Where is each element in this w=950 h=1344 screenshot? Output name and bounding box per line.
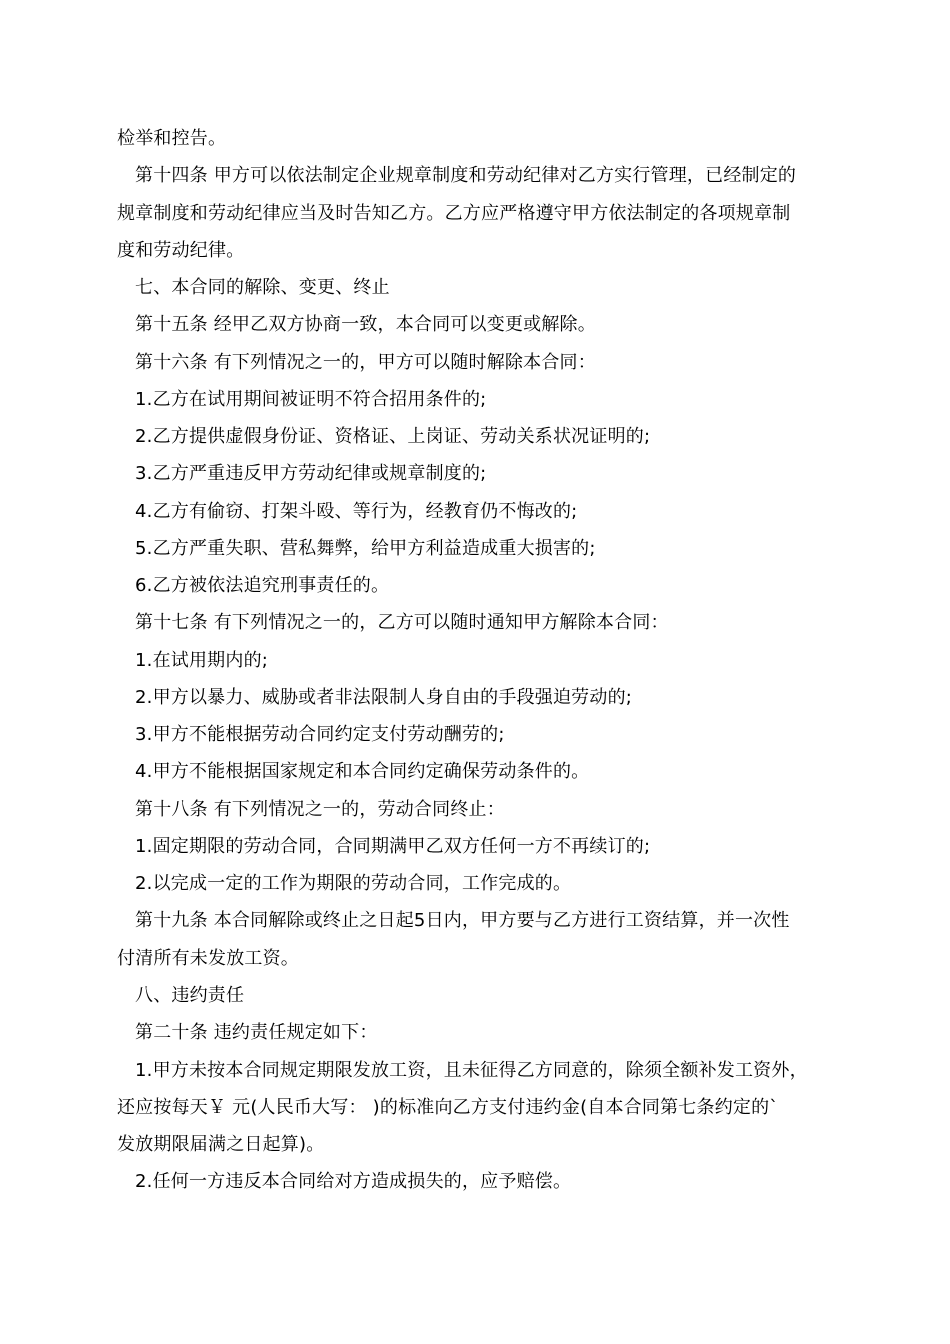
list-item: 2.甲方以暴力、威胁或者非法限制人身自由的手段强迫劳动的;	[135, 687, 633, 708]
text-line: 检举和控告。	[117, 128, 227, 149]
list-item: 2.以完成一定的工作为期限的劳动合同，工作完成的。	[135, 873, 572, 894]
list-item: 4.甲方不能根据国家规定和本合同约定确保劳动条件的。	[135, 761, 590, 782]
section-heading-7: 七、本合同的解除、变更、终止	[135, 277, 390, 298]
list-item: 2.乙方提供虚假身份证、资格证、上岗证、劳动关系状况证明的;	[135, 426, 651, 447]
article-15-line: 第十五条 经甲乙双方协商一致，本合同可以变更或解除。	[135, 314, 596, 335]
list-item: 5.乙方严重失职、营私舞弊，给甲方利益造成重大损害的;	[135, 538, 596, 559]
list-item: 1.甲方未按本合同规定期限发放工资，且未征得乙方同意的，除须全额补发工资外，	[135, 1060, 808, 1081]
article-18-line: 第十八条 有下列情况之一的，劳动合同终止：	[135, 799, 505, 820]
section-heading-8: 八、违约责任	[135, 985, 245, 1006]
article-20-line: 第二十条 违约责任规定如下：	[135, 1022, 378, 1043]
text-line: 规章制度和劳动纪律应当及时告知乙方。乙方应严格遵守甲方依法制定的各项规章制	[117, 203, 791, 224]
list-item: 3.乙方严重违反甲方劳动纪律或规章制度的;	[135, 463, 487, 484]
article-16-line: 第十六条 有下列情况之一的，甲方可以随时解除本合同：	[135, 352, 596, 373]
list-item: 2.任何一方违反本合同给对方造成损失的，应予赔偿。	[135, 1171, 572, 1192]
list-item: 4.乙方有偷窃、打架斗殴、等行为，经教育仍不悔改的;	[135, 501, 578, 522]
article-19-line: 第十九条 本合同解除或终止之日起5日内，甲方要与乙方进行工资结算，并一次性	[135, 910, 790, 931]
list-item: 1.在试用期内的;	[135, 650, 269, 671]
text-line: 还应按每天￥ 元(人民币大写： )的标准向乙方支付违约金(自本合同第七条约定的`	[117, 1097, 779, 1118]
text-line: 度和劳动纪律。	[117, 240, 245, 261]
list-item: 3.甲方不能根据劳动合同约定支付劳动酬劳的;	[135, 724, 505, 745]
text-line: 付清所有未发放工资。	[117, 948, 299, 969]
text-line: 发放期限届满之日起算)。	[117, 1134, 325, 1155]
list-item: 1.乙方在试用期间被证明不符合招用条件的;	[135, 389, 487, 410]
article-14-line: 第十四条 甲方可以依法制定企业规章制度和劳动纪律对乙方实行管理，已经制定的	[135, 165, 797, 186]
article-17-line: 第十七条 有下列情况之一的，乙方可以随时通知甲方解除本合同：	[135, 612, 669, 633]
list-item: 6.乙方被依法追究刑事责任的。	[135, 575, 390, 596]
list-item: 1.固定期限的劳动合同，合同期满甲乙双方任何一方不再续订的;	[135, 836, 651, 857]
